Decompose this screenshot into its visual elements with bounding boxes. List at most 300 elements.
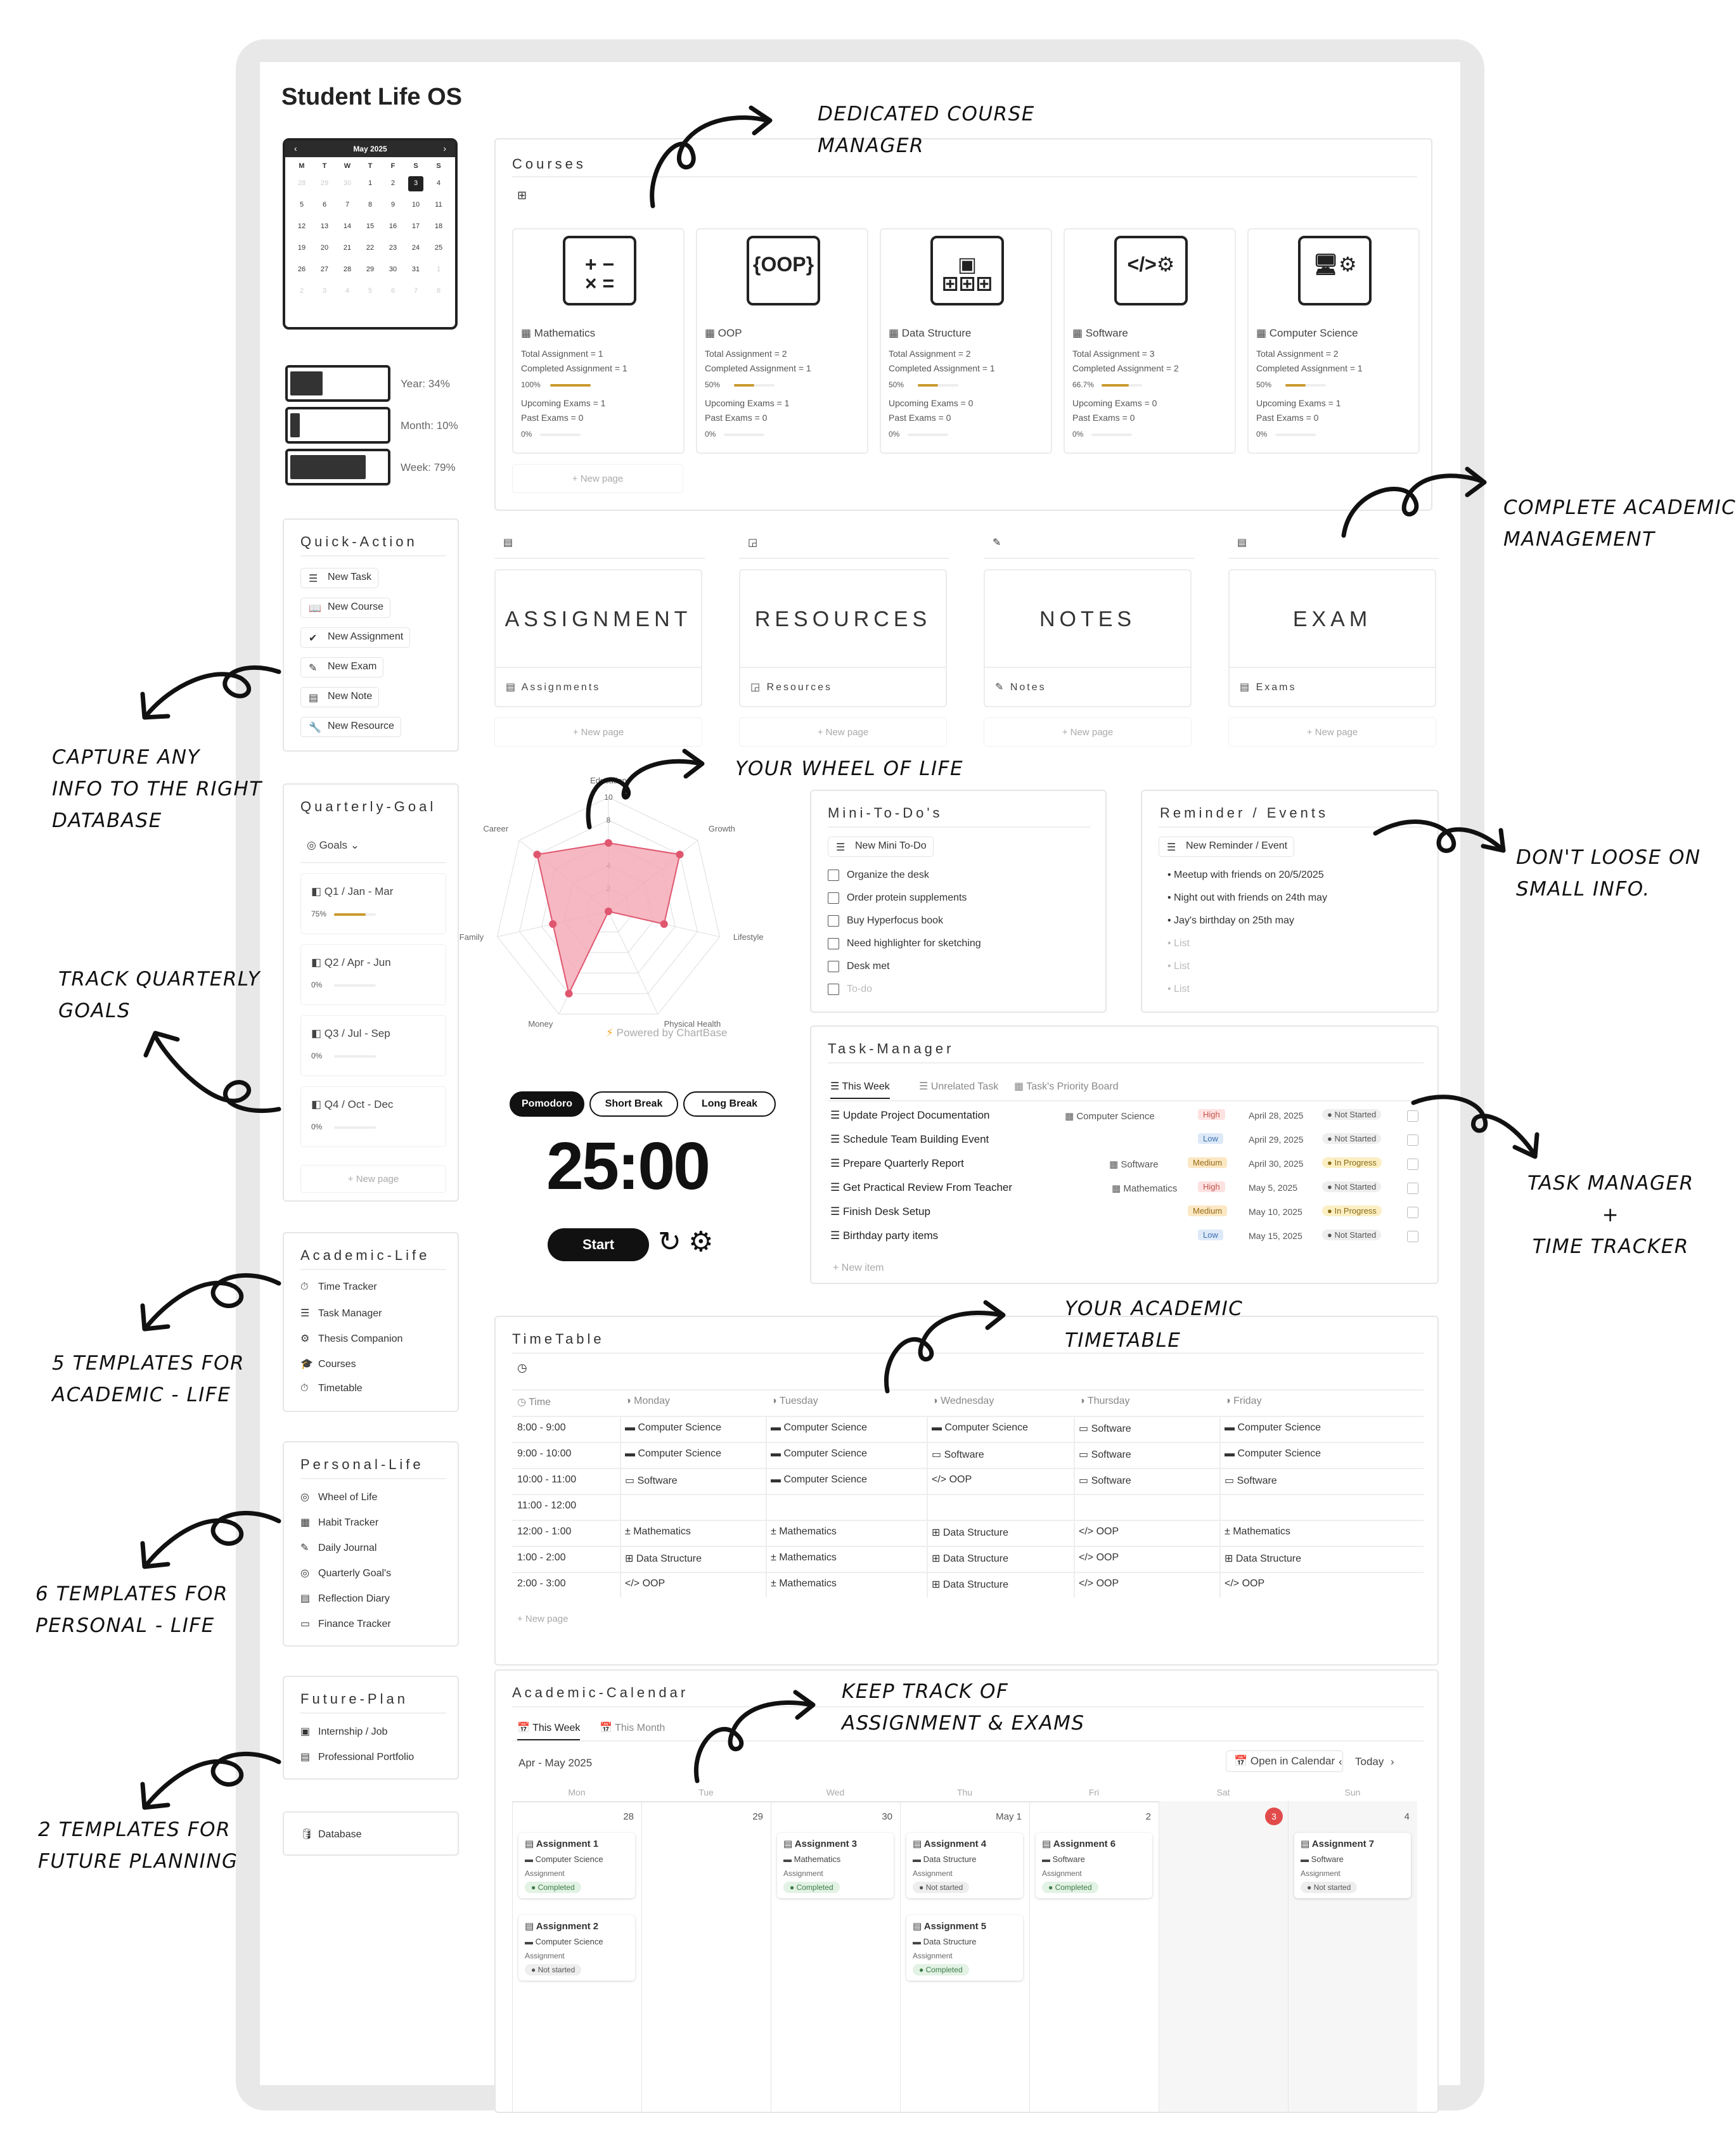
next-week-icon[interactable]: ›: [1391, 1756, 1394, 1768]
calendar-day-column[interactable]: [1159, 1801, 1288, 2112]
event-type: Assignment: [525, 1869, 565, 1878]
calendar-day[interactable]: 13: [320, 222, 329, 230]
calendar-day[interactable]: 5: [299, 201, 304, 209]
goals-view-select[interactable]: [307, 839, 359, 852]
new-note-button[interactable]: [300, 687, 379, 707]
list-icon: ☰: [300, 1308, 310, 1319]
calendar-day[interactable]: 17: [411, 222, 420, 230]
nav-item-habit-tracker[interactable]: [300, 1516, 378, 1529]
next-month-icon[interactable]: ›: [443, 143, 446, 153]
nav-item-finance-tracker[interactable]: [300, 1617, 391, 1630]
todo-item[interactable]: [828, 961, 890, 972]
todo-item[interactable]: [828, 915, 943, 927]
timetable-time[interactable]: 10:00 - 11:00: [517, 1474, 577, 1485]
quarter-progress: [334, 913, 376, 916]
calendar-day[interactable]: 28: [343, 266, 352, 273]
course-total: Total Assignment = 2: [705, 349, 787, 359]
new-task-button[interactable]: [300, 568, 378, 588]
timetable-course[interactable]: </> OOP: [1079, 1526, 1119, 1537]
curly-arrow-icon: [577, 745, 742, 859]
calendar-day[interactable]: 2: [390, 179, 395, 187]
timetable-course[interactable]: ▭ Software: [1079, 1449, 1131, 1460]
reminder-item[interactable]: • List: [1167, 984, 1190, 994]
radar-axis-label: Lifestyle: [733, 932, 764, 942]
task-checkbox[interactable]: [1407, 1207, 1418, 1218]
timetable-course[interactable]: ⊞ Data Structure: [932, 1527, 1009, 1538]
task-name[interactable]: ☰ Birthday party items: [830, 1230, 939, 1242]
todo-label: Organize the desk: [847, 870, 929, 880]
curly-arrow-icon: [1407, 1065, 1572, 1179]
timetable-course[interactable]: </> OOP: [1079, 1552, 1119, 1563]
pomodoro-tab[interactable]: Pomodoro: [510, 1091, 584, 1117]
calendar-day[interactable]: 4: [436, 179, 441, 187]
courses-new-page-label: New page: [580, 473, 624, 484]
timetable-course[interactable]: ± Mathematics: [771, 1526, 837, 1537]
calendar-day[interactable]: 26: [297, 266, 306, 273]
course-progress: [550, 384, 591, 387]
timetable-time[interactable]: 9:00 - 10:00: [517, 1448, 572, 1459]
todo-checkbox[interactable]: [828, 961, 839, 972]
reminder-item[interactable]: • Meetup with friends on 20/5/2025: [1167, 870, 1324, 880]
task-new-item[interactable]: + New item: [833, 1262, 884, 1273]
calendar-day[interactable]: 20: [320, 244, 329, 252]
task-tab[interactable]: ▦ Task's Priority Board: [1014, 1081, 1119, 1092]
reminder-item[interactable]: • List: [1167, 961, 1190, 972]
todo-item[interactable]: [828, 984, 872, 995]
progress-bar: [285, 365, 390, 402]
quarter-goal-card[interactable]: [300, 1015, 446, 1076]
calendar-day[interactable]: 28: [297, 179, 306, 187]
timetable-course[interactable]: ▬ Computer Science: [771, 1474, 868, 1485]
calendar-day[interactable]: 6: [322, 201, 327, 209]
event-title: ▤ Assignment 3: [783, 1839, 858, 1849]
calendar-weekday: Wed: [826, 1787, 845, 1797]
database-new-page[interactable]: + New page: [984, 717, 1192, 747]
exam-progress: [1275, 434, 1316, 436]
database-label: Database: [318, 1829, 362, 1840]
target-icon: ◎: [307, 839, 319, 851]
course-card[interactable]: [696, 228, 868, 454]
timetable-col-line: [1074, 1520, 1075, 1546]
annotation-academic-mgmt: [1503, 492, 1736, 555]
database-new-page[interactable]: + New page: [1228, 717, 1436, 747]
calendar-day-column[interactable]: [641, 1801, 771, 2112]
calendar-day[interactable]: 3: [322, 287, 327, 295]
calendar-day[interactable]: 15: [366, 222, 375, 230]
nav-item-label: Wheel of Life: [318, 1492, 378, 1503]
radar-axis-label: Growth: [708, 824, 735, 834]
database-card[interactable]: [1228, 569, 1436, 707]
calendar-event-card[interactable]: [518, 1915, 635, 1981]
timetable-course[interactable]: ± Mathematics: [771, 1578, 837, 1589]
timetable-row-line: [512, 1494, 1424, 1495]
timetable-col-line: [1219, 1442, 1221, 1468]
task-name[interactable]: ☰ Schedule Team Building Event: [830, 1133, 989, 1145]
new-resource-button[interactable]: [300, 717, 401, 737]
annotation-track-assign: [842, 1676, 1085, 1739]
personal-life-panel: [283, 1441, 459, 1647]
calendar-day[interactable]: 16: [389, 222, 397, 230]
today-button[interactable]: Today: [1355, 1756, 1384, 1768]
calendar-day[interactable]: 31: [411, 266, 420, 273]
timetable-time[interactable]: 2:00 - 3:00: [517, 1578, 566, 1589]
timetable-time[interactable]: 12:00 - 1:00: [517, 1526, 572, 1537]
database-new-page[interactable]: + New page: [494, 717, 702, 747]
task-tab[interactable]: ☰ Unrelated Task: [919, 1081, 999, 1092]
course-cover-icon: ▣ ⊞⊞⊞: [930, 236, 1004, 305]
weekday-label: S: [436, 162, 441, 170]
nav-item-time-tracker[interactable]: [300, 1281, 377, 1293]
quarter-goal-card[interactable]: [300, 873, 446, 934]
timetable-course[interactable]: ▬ Computer Science: [625, 1422, 722, 1433]
timetable-time[interactable]: 11:00 - 12:00: [517, 1500, 577, 1511]
timetable-course[interactable]: ▬ Computer Science: [625, 1448, 722, 1459]
todo-item[interactable]: [828, 870, 929, 881]
timetable-course[interactable]: ▭ Software: [932, 1449, 984, 1460]
diary-icon: ▤: [300, 1593, 311, 1604]
calendar-weekday: Mon: [568, 1787, 586, 1797]
nav-item-thesis-companion[interactable]: [300, 1332, 402, 1345]
chevron-down-icon: ⌄: [350, 839, 359, 851]
course-name: ▦ Software: [1072, 327, 1128, 339]
calendar-header: [285, 141, 455, 157]
annotation-line: ASSIGNMENT & EXAMS: [842, 1712, 1085, 1735]
course-progress: [734, 384, 775, 387]
timetable-course[interactable]: ± Mathematics: [771, 1552, 837, 1563]
weekday-label: S: [413, 162, 418, 170]
reminder-item[interactable]: • List: [1167, 938, 1190, 949]
task-manager-panel: [810, 1025, 1439, 1284]
event-course: ▬ Computer Science: [525, 1937, 603, 1946]
future-plan-panel: [283, 1676, 459, 1780]
quarter-goal-card[interactable]: [300, 1086, 446, 1147]
todo-item[interactable]: [828, 892, 967, 904]
calendar-tab[interactable]: 📅 This Month: [600, 1723, 665, 1733]
quarterly-new-page[interactable]: + New page: [300, 1165, 446, 1193]
course-card[interactable]: [880, 228, 1052, 454]
timetable-row-line: [512, 1572, 1424, 1573]
database-title: ASSIGNMENT: [505, 607, 692, 631]
timetable-time[interactable]: 8:00 - 9:00: [517, 1422, 566, 1433]
course-completed: Completed Assignment = 2: [1072, 363, 1179, 373]
database-card[interactable]: [739, 569, 947, 707]
calendar-day[interactable]: 5: [368, 287, 373, 295]
database-icon: ✎: [993, 537, 1001, 548]
annotation-line: TASK MANAGER: [1527, 1172, 1694, 1195]
course-progress: [918, 384, 958, 387]
calendar-day[interactable]: 23: [389, 244, 397, 252]
calendar-day[interactable]: 14: [343, 222, 352, 230]
database-card[interactable]: [984, 569, 1192, 707]
calendar-day[interactable]: 10: [411, 201, 420, 209]
calendar-day[interactable]: 12: [297, 222, 306, 230]
calendar-event-card[interactable]: [1036, 1833, 1152, 1898]
pomodoro-tab[interactable]: Long Break: [683, 1091, 776, 1117]
course-card[interactable]: [1247, 228, 1420, 454]
course-name: ▦ Mathematics: [521, 327, 596, 339]
timetable-course[interactable]: ▬ Computer Science: [932, 1422, 1029, 1433]
course-past: Past Exams = 0: [1256, 413, 1319, 423]
timetable-course[interactable]: ⊞ Data Structure: [932, 1579, 1009, 1590]
quarter-goal-card[interactable]: [300, 944, 446, 1005]
calendar-tab[interactable]: 📅 This Week: [517, 1721, 580, 1740]
new-exam-button[interactable]: [300, 657, 383, 678]
gear-icon: ⚙: [300, 1333, 310, 1344]
calendar-day[interactable]: 19: [297, 244, 306, 252]
task-date: April 30, 2025: [1249, 1159, 1304, 1169]
timetable-course[interactable]: ⊞ Data Structure: [932, 1553, 1009, 1564]
course-exam-pct: 0%: [705, 430, 716, 439]
timetable-course[interactable]: </> OOP: [1079, 1578, 1119, 1589]
quick-action-heading: Quick-Action: [300, 534, 418, 549]
chartbase-credit: [606, 1027, 728, 1039]
calendar-event-card[interactable]: [518, 1833, 635, 1898]
quarterly-new-page-label: New page: [356, 1174, 399, 1185]
database-icon: ▤: [503, 537, 513, 548]
prev-month-icon[interactable]: ‹: [294, 143, 297, 153]
task-status: ● In Progress: [1322, 1157, 1382, 1169]
event-course: ▬ Computer Science: [525, 1854, 603, 1864]
timetable-course[interactable]: ± Mathematics: [1225, 1526, 1290, 1537]
annotation-line: COMPLETE ACADEMIC: [1503, 496, 1736, 519]
calendar-day[interactable]: 8: [368, 201, 373, 209]
calendar-day[interactable]: 1: [368, 179, 373, 187]
timetable-course[interactable]: ▭ Software: [1079, 1475, 1131, 1486]
timetable-course[interactable]: ▭ Software: [1079, 1423, 1131, 1434]
quarter-progress: [334, 1126, 376, 1129]
gallery-view-icon[interactable]: ⊞: [517, 189, 527, 202]
curly-arrow-icon: [133, 1258, 298, 1372]
calendar-event-card[interactable]: [906, 1833, 1023, 1898]
timetable-course[interactable]: ▬ Computer Science: [771, 1422, 868, 1433]
calendar-day[interactable]: 29: [366, 266, 375, 273]
course-total: Total Assignment = 3: [1072, 349, 1155, 359]
timetable-new-page[interactable]: + New page: [517, 1614, 569, 1624]
todo-checkbox[interactable]: [828, 915, 839, 927]
nav-item-courses[interactable]: [300, 1358, 356, 1370]
clock-icon: ◷: [517, 1361, 527, 1374]
todo-item[interactable]: [828, 938, 981, 949]
reminder-item[interactable]: • Jay's birthday on 25th may: [1167, 915, 1294, 926]
courses-panel: [494, 138, 1432, 511]
todo-checkbox[interactable]: [828, 892, 839, 904]
event-title: ▤ Assignment 4: [913, 1839, 987, 1849]
timetable-row-line: [512, 1416, 1424, 1417]
nav-item-wheel-of-life[interactable]: [300, 1491, 377, 1503]
annotation-line: YOUR WHEEL OF LIFE: [735, 757, 964, 780]
calendar-day[interactable]: 25: [434, 244, 443, 252]
course-exam-pct: 0%: [1072, 430, 1084, 439]
prev-week-icon[interactable]: ‹: [1339, 1756, 1342, 1768]
quick-action-panel: [283, 518, 459, 752]
event-status: ● Not started: [913, 1882, 969, 1893]
calendar-event-card[interactable]: [906, 1915, 1023, 1981]
task-date: May 10, 2025: [1249, 1207, 1302, 1217]
timetable-course[interactable]: </> OOP: [625, 1578, 665, 1589]
calendar-date: 30: [882, 1811, 892, 1822]
timetable-col-line: [1074, 1494, 1075, 1520]
start-button[interactable]: Start: [548, 1228, 649, 1261]
timetable-course[interactable]: ▭ Software: [625, 1475, 678, 1486]
reset-icon[interactable]: ↻: [658, 1226, 681, 1257]
timetable-course[interactable]: </> OOP: [932, 1474, 972, 1485]
timetable-course[interactable]: ▬ Computer Science: [771, 1448, 868, 1459]
nav-item-label: Finance Tracker: [318, 1619, 391, 1629]
progress-bar: [285, 449, 390, 485]
task-name[interactable]: ☰ Get Practical Review From Teacher: [830, 1181, 1013, 1193]
courses-new-page[interactable]: + New page: [512, 464, 683, 493]
event-status: ● Completed: [1042, 1882, 1098, 1893]
event-course: ▬ Data Structure: [913, 1937, 977, 1946]
database-card[interactable]: [494, 569, 702, 707]
calendar-date: 4: [1404, 1811, 1410, 1822]
calendar-day[interactable]: 29: [320, 179, 329, 187]
radar-axis-label: Money: [528, 1018, 553, 1029]
new-course-button[interactable]: [300, 598, 390, 618]
calendar-event-card[interactable]: [777, 1833, 894, 1898]
event-type: Assignment: [1042, 1869, 1082, 1878]
calendar-day[interactable]: 7: [345, 201, 350, 209]
radar-series-area: [537, 843, 679, 994]
calendar-weekday: Sat: [1216, 1787, 1230, 1797]
timetable-course[interactable]: ▬ Computer Science: [1225, 1422, 1321, 1433]
course-cover-icon: {OOP}: [747, 236, 820, 305]
task-tab[interactable]: ☰ This Week: [830, 1080, 890, 1099]
reminder-item[interactable]: • Night out with friends on 24th may: [1167, 892, 1327, 903]
timetable-col-line: [766, 1468, 767, 1494]
timetable-course[interactable]: ▬ Computer Science: [1225, 1448, 1321, 1459]
progress-label: Week: 79%: [401, 461, 456, 473]
database-panel[interactable]: [283, 1811, 459, 1856]
database-label: ◲ Resources: [750, 682, 833, 693]
calendar-day-today[interactable]: 3: [408, 176, 423, 191]
quick-action-label: New Exam: [328, 661, 377, 672]
calendar-day[interactable]: 4: [345, 287, 350, 295]
radar-point: [565, 990, 573, 998]
database-title: NOTES: [1039, 607, 1136, 631]
timetable-time[interactable]: 1:00 - 2:00: [517, 1552, 566, 1563]
course-cover-icon: + − × =: [563, 236, 636, 305]
timetable-col-header: ◑ Wednesday: [932, 1396, 994, 1406]
nav-item-timetable[interactable]: [300, 1383, 363, 1394]
timetable-course[interactable]: ± Mathematics: [625, 1526, 691, 1537]
radar-point: [533, 851, 541, 858]
course-card[interactable]: [1064, 228, 1236, 454]
clock-icon: ⏱: [300, 1383, 309, 1394]
timetable-course[interactable]: ⊞ Data Structure: [1225, 1553, 1302, 1564]
annotation-course-manager: [818, 98, 1035, 162]
task-name[interactable]: ☰ Prepare Quarterly Report: [830, 1157, 964, 1169]
task-name[interactable]: ☰ Finish Desk Setup: [830, 1205, 930, 1217]
todo-label: Buy Hyperfocus book: [847, 915, 944, 926]
annotation-line: +: [1602, 1204, 1620, 1226]
todo-label: Order protein supplements: [847, 892, 967, 903]
calendar-day[interactable]: 2: [299, 287, 304, 295]
timetable-col-line: [766, 1520, 767, 1546]
database-title: EXAM: [1292, 607, 1372, 631]
settings-gear-icon[interactable]: ⚙: [688, 1226, 714, 1257]
todo-checkbox[interactable]: [828, 984, 839, 995]
calendar-day[interactable]: 21: [343, 244, 352, 252]
database-new-page[interactable]: + New page: [739, 717, 947, 747]
task-date: April 28, 2025: [1249, 1110, 1304, 1121]
open-in-calendar-button[interactable]: [1226, 1750, 1343, 1772]
quick-action-label: New Resource: [328, 721, 394, 731]
course-upcoming: Upcoming Exams = 1: [705, 398, 790, 408]
timetable-col-line: [927, 1572, 928, 1598]
curly-arrow-icon: [1369, 789, 1534, 903]
task-checkbox[interactable]: [1407, 1231, 1418, 1242]
task-name[interactable]: ☰ Update Project Documentation: [830, 1109, 990, 1121]
nav-item-task-manager[interactable]: [300, 1307, 382, 1320]
pomodoro-tab[interactable]: Short Break: [589, 1091, 678, 1117]
calendar-day[interactable]: 30: [389, 266, 397, 273]
calendar-day[interactable]: 6: [390, 287, 395, 295]
nav-item-daily-journal[interactable]: [300, 1541, 376, 1554]
new-assignment-button[interactable]: [300, 627, 410, 648]
timetable-col-line: [1074, 1416, 1075, 1442]
new-reminder-button[interactable]: [1159, 837, 1294, 857]
radar-axis-label: Career: [483, 824, 509, 834]
calendar-day[interactable]: 11: [435, 201, 442, 209]
timetable-col-line: [620, 1494, 621, 1520]
calendar-day[interactable]: 8: [436, 287, 441, 295]
todo-checkbox[interactable]: [828, 938, 839, 949]
nav-item-professional-portfolio[interactable]: [300, 1750, 414, 1763]
academic-life-panel: [283, 1232, 459, 1412]
weekday-label: M: [299, 162, 305, 170]
timetable-col-line: [620, 1442, 621, 1468]
database-header-line: [739, 558, 949, 559]
course-card[interactable]: [512, 228, 685, 454]
course-past: Past Exams = 0: [1072, 413, 1135, 423]
timer-display: 25:00: [546, 1129, 709, 1204]
briefcase-icon: ▣: [300, 1726, 311, 1737]
course-name: ▦ Data Structure: [889, 327, 972, 339]
mini-todo-heading: Mini-To-Do's: [828, 805, 943, 821]
weekday-label: W: [344, 162, 351, 170]
mini-todo-panel: [810, 790, 1107, 1013]
annotation-task: [1527, 1167, 1694, 1262]
calendar-day[interactable]: 1: [436, 266, 441, 273]
calendar-day[interactable]: 24: [411, 244, 420, 252]
timetable-course[interactable]: ▭ Software: [1225, 1475, 1277, 1486]
radar-axis-label: Physical Health: [664, 1018, 721, 1029]
timetable-course[interactable]: </> OOP: [1225, 1578, 1265, 1589]
quick-action-label: New Note: [328, 691, 373, 702]
task-checkbox[interactable]: [1407, 1183, 1418, 1194]
calendar-day[interactable]: 7: [413, 287, 418, 295]
course-pct: 50%: [705, 380, 721, 389]
new-mini-todo-button[interactable]: [828, 837, 934, 857]
nav-item-internship-job[interactable]: [300, 1725, 387, 1738]
todo-checkbox[interactable]: [828, 870, 839, 881]
calendar-day[interactable]: 30: [343, 179, 352, 187]
nav-item-reflection-diary[interactable]: [300, 1592, 390, 1605]
event-course: ▬ Mathematics: [783, 1854, 841, 1864]
calendar-day[interactable]: 22: [366, 244, 375, 252]
progress-fill: [290, 413, 300, 437]
calendar-event-card[interactable]: [1294, 1833, 1411, 1898]
calendar-day[interactable]: 18: [434, 222, 443, 230]
timetable-course[interactable]: ⊞ Data Structure: [625, 1553, 702, 1564]
timetable-col-line: [1074, 1468, 1075, 1494]
course-completed: Completed Assignment = 1: [889, 363, 995, 373]
calendar-day[interactable]: 27: [320, 266, 329, 273]
nav-item-quarterly-goal-s[interactable]: [300, 1567, 391, 1579]
calendar-day[interactable]: 9: [390, 201, 395, 209]
personal-life-heading: Personal-Life: [300, 1456, 424, 1472]
